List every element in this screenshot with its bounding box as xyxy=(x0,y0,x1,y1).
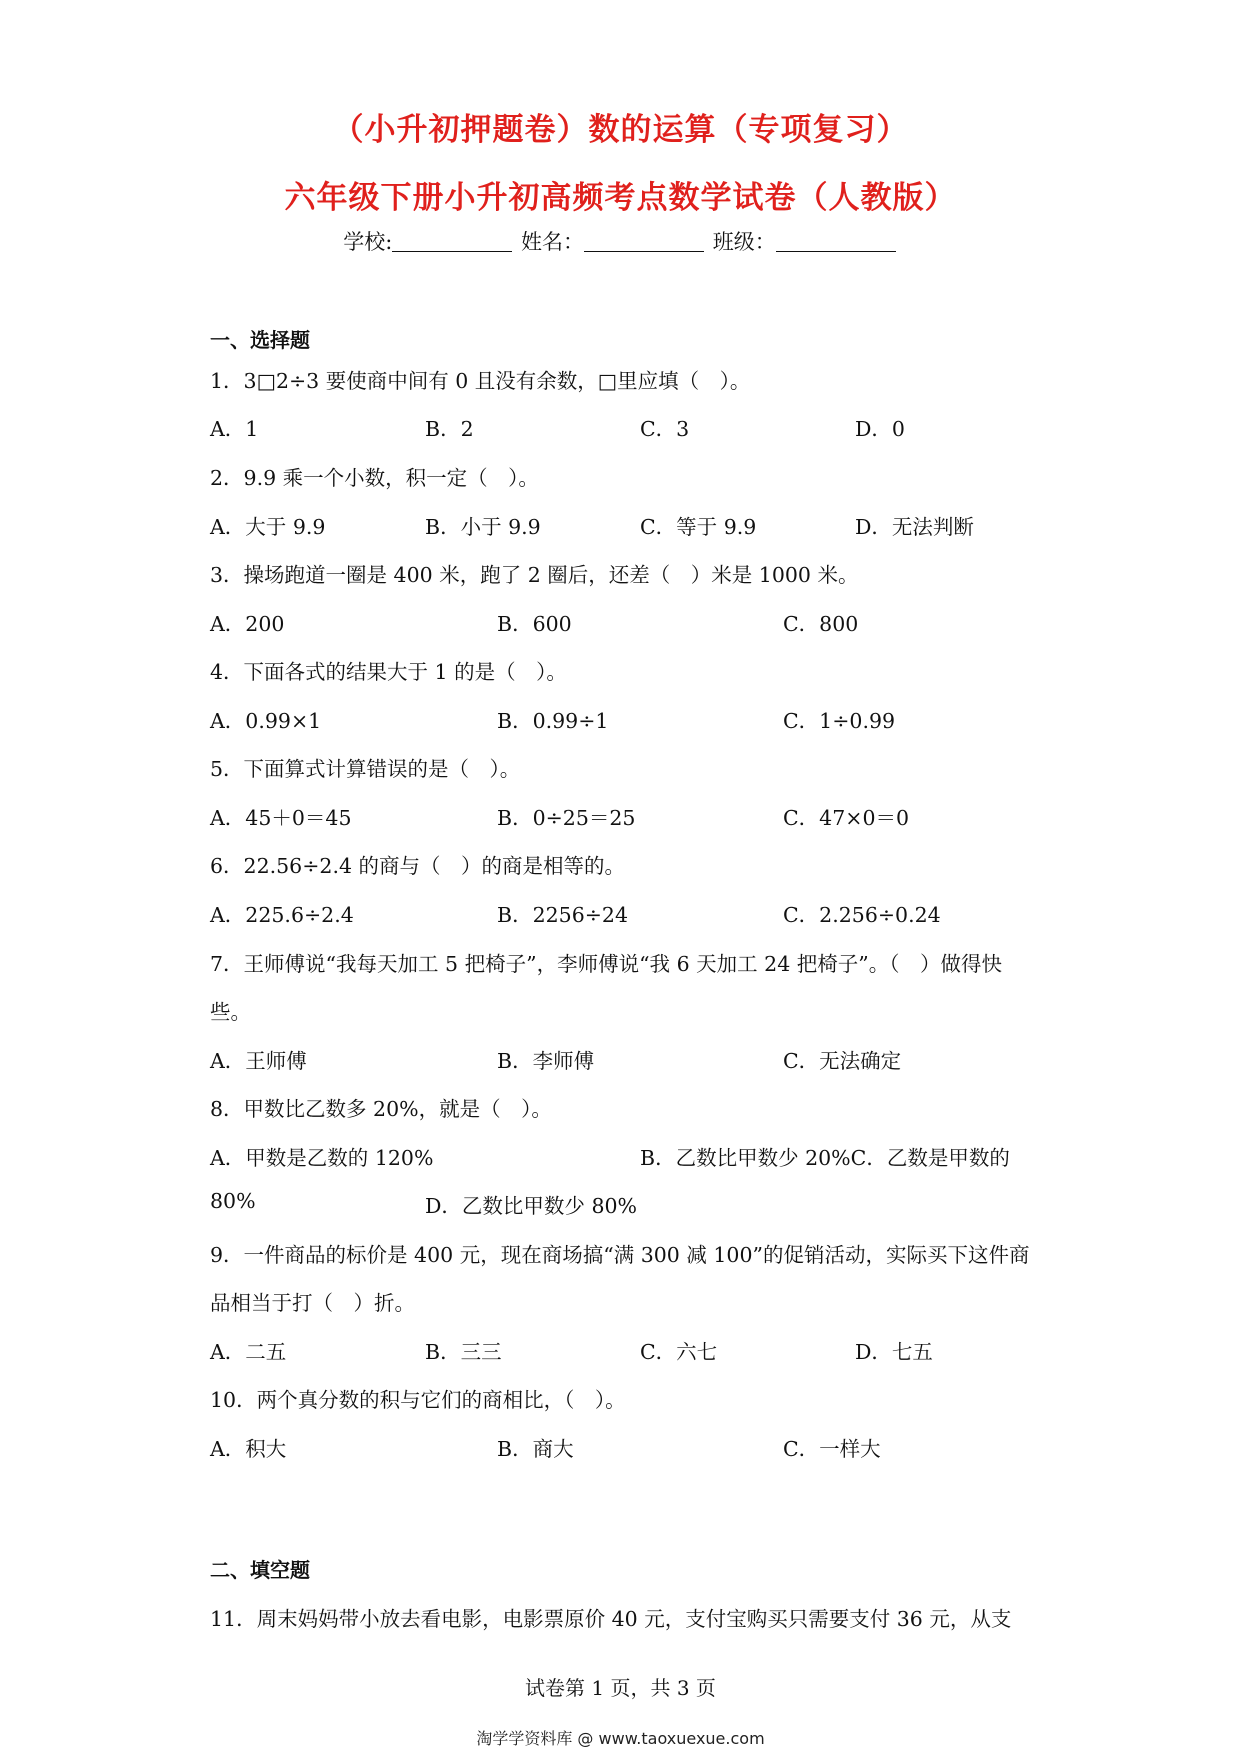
question-stem-8: 8．甲数比乙数多 20%，就是（ ）。 xyxy=(210,1097,552,1121)
section-heading-choice: 一、选择题 xyxy=(210,328,310,352)
name-blank xyxy=(584,231,704,252)
q7-option-a: A．王师傅 xyxy=(210,1049,307,1073)
q1-option-b: B．2 xyxy=(425,417,474,441)
question-stem-3: 3．操场跑道一圈是 400 米，跑了 2 圈后，还差（ ）米是 1000 米。 xyxy=(210,563,859,587)
q10-option-a: A．积大 xyxy=(210,1437,287,1461)
page-number: 试卷第 1 页，共 3 页 xyxy=(525,1676,716,1700)
q10-option-c: C．一样大 xyxy=(783,1437,881,1461)
school-blank xyxy=(392,231,512,252)
q5-option-c: C．47×0＝0 xyxy=(783,806,910,830)
q1-option-c: C．3 xyxy=(640,417,690,441)
q5-option-b: B．0÷25＝25 xyxy=(497,806,636,830)
question-stem-11: 11．周末妈妈带小放去看电影，电影票原价 40 元，支付宝购买只需要支付 36 元，从支 xyxy=(210,1607,1012,1631)
watermark-text: 淘学学资料库 @ www.taoxuexue.com xyxy=(476,1729,765,1748)
q7-option-b: B．李师傅 xyxy=(497,1049,595,1073)
q8-option-bc: B．乙数比甲数少 20%C．乙数是甲数的 xyxy=(640,1146,1010,1170)
q2-option-c: C．等于 9.9 xyxy=(640,515,757,539)
class-label: 班级： xyxy=(712,230,776,254)
q8-option-a: A．甲数是乙数的 120% xyxy=(210,1146,434,1170)
q3-option-b: B．600 xyxy=(497,612,572,636)
q2-option-a: A．大于 9.9 xyxy=(210,515,326,539)
question-stem-2: 2．9.9 乘一个小数，积一定（ ）。 xyxy=(210,466,539,490)
question-stem-6: 6．22.56÷2.4 的商与（ ）的商是相等的。 xyxy=(210,854,626,878)
q10-option-b: B．商大 xyxy=(497,1437,574,1461)
q2-option-d: D．无法判断 xyxy=(855,515,974,539)
q6-option-c: C．2.256÷0.24 xyxy=(783,903,941,927)
question-stem-7: 7．王师傅说“我每天加工 5 把椅子”，李师傅说“我 6 天加工 24 把椅子”。（ ）做得快 xyxy=(210,952,1002,976)
q9-option-a: A．二五 xyxy=(210,1340,287,1364)
question-stem-7-cont: 些。 xyxy=(210,1000,251,1024)
q2-option-b: B．小于 9.9 xyxy=(425,515,541,539)
question-stem-4: 4．下面各式的结果大于 1 的是（ ）。 xyxy=(210,660,567,684)
q5-option-a: A．45＋0＝45 xyxy=(210,806,352,830)
q9-option-c: C．六七 xyxy=(640,1340,718,1364)
q4-option-c: C．1÷0.99 xyxy=(783,709,896,733)
q4-option-a: A．0.99×1 xyxy=(210,709,322,733)
q1-option-d: D．0 xyxy=(855,417,905,441)
q8-option-d: D．乙数比甲数少 80% xyxy=(425,1194,638,1218)
q6-option-a: A．225.6÷2.4 xyxy=(210,903,354,927)
q1-option-a: A．1 xyxy=(210,417,259,441)
paper-subtitle: 六年级下册小升初高频考点数学试卷（人教版） xyxy=(284,180,957,216)
q3-option-c: C．800 xyxy=(783,612,859,636)
student-info-line xyxy=(0,226,1241,256)
question-stem-1: 1．3□2÷3 要使商中间有 0 且没有余数，□里应填（ ）。 xyxy=(210,369,751,393)
question-stem-5: 5．下面算式计算错误的是（ ）。 xyxy=(210,757,521,781)
question-stem-10: 10．两个真分数的积与它们的商相比，（ ）。 xyxy=(210,1388,626,1412)
q6-option-b: B．2256÷24 xyxy=(497,903,628,927)
class-blank xyxy=(776,231,896,252)
q9-option-b: B．三三 xyxy=(425,1340,502,1364)
q3-option-a: A．200 xyxy=(210,612,285,636)
school-label: 学校: xyxy=(343,230,393,254)
question-stem-9: 9．一件商品的标价是 400 元，现在商场搞“满 300 减 100”的促销活动，实际买下这件商 xyxy=(210,1243,1030,1267)
paper-title: （小升初押题卷）数的运算（专项复习） xyxy=(332,112,909,148)
q7-option-c: C．无法确定 xyxy=(783,1049,902,1073)
q9-option-d: D．七五 xyxy=(855,1340,933,1364)
section-heading-fill: 二、填空题 xyxy=(210,1558,310,1582)
name-label: 姓名： xyxy=(521,230,585,254)
question-stem-9-cont: 品相当于打（ ）折。 xyxy=(210,1291,415,1315)
q4-option-b: B．0.99÷1 xyxy=(497,709,609,733)
q8-option-c-cont: 80% xyxy=(210,1189,256,1213)
